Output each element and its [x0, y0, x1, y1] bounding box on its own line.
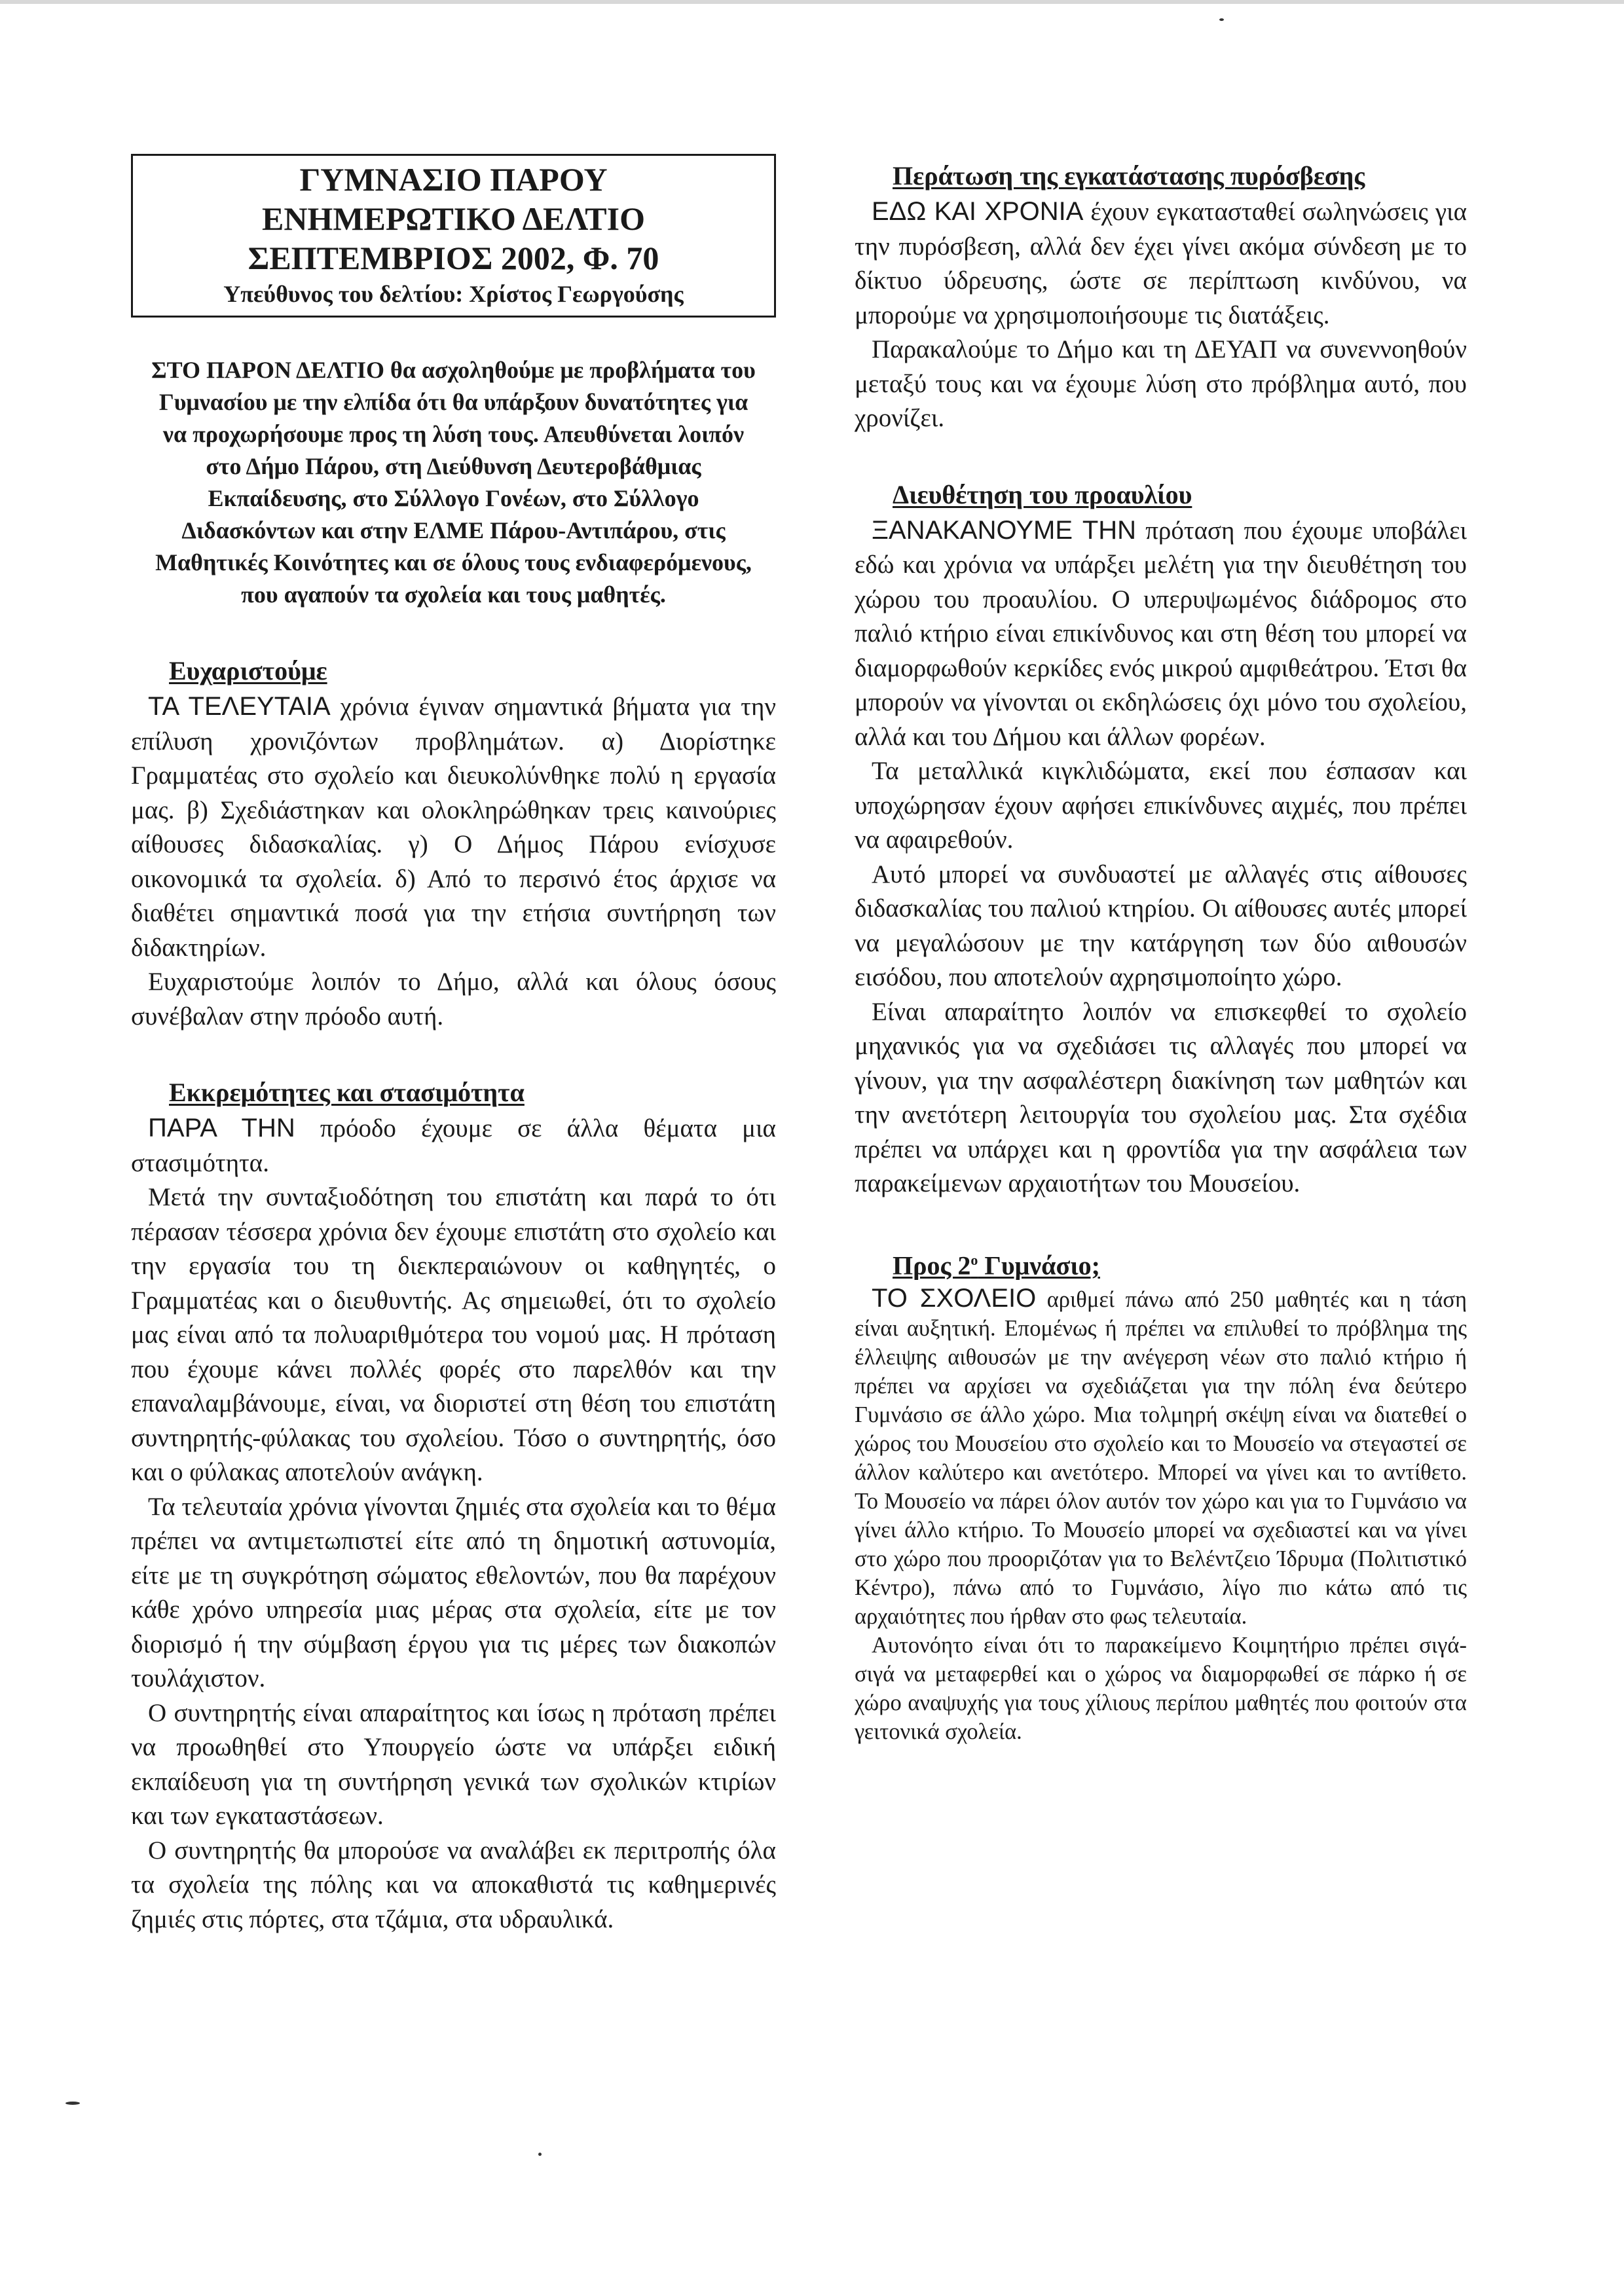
paragraph-text: έχουν εγκατασταθεί σωληνώσεις για την πυρόσβεση, αλλά δεν έχει γίνει ακόμα σύνδεση με το δίκτυο ύδρευσης, ώστε σε περίπτωση κινδύνου, να μπορούμε να χρησιμοποιήσουμε τις διατάξεις. [855, 198, 1467, 329]
section-thanks [131, 655, 776, 1034]
section-second-school [855, 1245, 1467, 1746]
paragraph: Ευχαριστούμε λοιπόν το Δήμο, αλλά και όλους όσους συνέβαλαν στην πρόοδο αυτή. [131, 968, 776, 1030]
paragraph [131, 1111, 776, 1180]
paragraph: Τα τελευταία χρόνια γίνονται ζημιές στα σχολεία και το θέμα πρέπει να αντιμετωπιστεί είτε από τη δημοτική αστυνομία, είτε με τη συγκρότηση σώματος εθελοντών, που θα παρέχουν κάθε χρόνο υπηρεσία μιας μέρας στα σχολεία, είτε με τον διορισμό ή την σύμβαση έργου για τις μέρες των διακοπών τουλάχιστον. [131, 1492, 776, 1692]
paragraph-text: πρόταση που έχουμε υποβάλει εδώ και χρόνια να υπάρξει μελέτη για την διευθέτηση του χώρου του προαυλίου. Ο υπερυψωμένος διάδρομος στο παλιό κτήριο είναι επικίνδυνος και στη θέση του μπορεί να διαμορφωθούν κερκίδες ενός μικρού αμφιθεάτρου. Έτσι θα μπορούν να γίνονται οι εκδηλώσεις όχι μόνο του σχολείου, αλλά και του Δήμου και άλλων φορέων. [855, 516, 1467, 751]
newsletter-title: ΕΝΗΜΕΡΩΤΙΚΟ ΔΕΛΤΙΟ [261, 200, 646, 237]
title-text: Προς 2 [893, 1250, 971, 1280]
paragraph-text: χρόνια έγιναν σημαντικά βήματα για την επίλυση χρονιζόντων προβλημάτων. α) Διορίστηκε Γραμματέας στο σχολείο και διευκολύνθηκε πολύ η εργασία μας. β) Σχεδιάστηκαν και ολοκληρώθηκαν τρεις καινούριες αίθουσες διδασκαλίας. γ) Ο Δήμος Πάρου ενίσχυσε οικονομικά τα σχολεία. δ) Από το περσινό έτος άρχισε να διαθέτει σημαντικά ποσά για την ετήσια συντήρηση των διδακτηρίων. [131, 693, 776, 962]
paragraph: Τα μεταλλικά κιγκλιδώματα, εκεί που έσπασαν και υποχώρησαν έχουν αφήσει επικίνδυνες αιχμές, που πρέπει να αφαιρεθούν. [855, 757, 1467, 854]
scan-speck [1219, 18, 1224, 21]
section-title: Εκκρεμότητες και στασιμότητα [169, 1078, 525, 1107]
section-title: Ευχαριστούμε [169, 656, 327, 685]
title-superscript: ο [970, 1251, 978, 1268]
scan-edge [0, 0, 1624, 4]
title-text: Γυμνάσιο; [978, 1250, 1100, 1280]
paragraph [855, 513, 1467, 755]
paragraph-text: πρόοδο έχουμε σε άλλα θέματα μια στασιμότητα. [131, 1114, 776, 1177]
section-fire [855, 160, 1467, 436]
lead-words: ΤΟ ΣΧΟΛΕΙΟ [872, 1283, 1037, 1313]
paragraph [855, 194, 1467, 333]
lead-words: ΠΑΡΑ ΤΗΝ [148, 1114, 295, 1142]
paragraph [131, 689, 776, 965]
paragraph: Ο συντηρητής είναι απαραίτητος και ίσως η πρόταση πρέπει να προωθηθεί στο Υπουργείο ώστε να υπάρξει ειδική εκπαίδευση για τη συντήρηση γενικά των σχολικών κτιρίων και των εγκαταστάσεων. [131, 1698, 776, 1830]
paragraph: Αυτονόητο είναι ότι το παρακείμενο Κοιμητήριο πρέπει σιγά-σιγά να μεταφερθεί και ο χώρος να διαμορφωθεί σε πάρκο ή σε χώρο αναψυχής για τους χίλιους περίπου μαθητές που φοιτούν στα γειτονικά σχολεία. [855, 1632, 1467, 1744]
issue-date: ΣΕΠΤΕΜΒΡΙΟΣ 2002, Φ. 70 [248, 240, 659, 276]
paragraph: Παρακαλούμε το Δήμο και τη ΔΕΥΑΠ να συνεννοηθούν μεταξύ τους και να έχουμε λύση στο πρόβλημα αυτό, που χρονίζει. [855, 335, 1467, 432]
scan-speck [538, 2153, 542, 2156]
left-column [131, 154, 776, 1980]
lead-words: ΕΔΩ ΚΑΙ ΧΡΟΝΙΑ [872, 197, 1084, 226]
intro-paragraph: ΣΤΟ ΠΑΡΟΝ ΔΕΛΤΙΟ θα ασχοληθούμε με προβλήματα του Γυμνασίου με την ελπίδα ότι θα υπάρξουν δυνατότητες για να προχωρήσουμε προς τη λύση τους. Απευθύνεται λοιπόν στο Δήμο Πάρου, στη Διεύθυνση Δευτεροβάθμιας Εκπαίδευσης, στο Σύλλογο Γονέων, στο Σύλλογο Διδασκόντων και στην ΕΛΜΕ Πάρου-Αντιπάρου, στις Μαθητικές Κοινότητες και σε όλους τους ενδιαφερόμενους, που αγαπούν τα σχολεία και τους μαθητές. [151, 357, 756, 608]
scan-speck [65, 2102, 80, 2105]
section-courtyard [855, 479, 1467, 1201]
paragraph [855, 1284, 1467, 1631]
section-title: Περάτωση της εγκατάστασης πυρόσβεσης [893, 161, 1365, 191]
paragraph-text: αριθμεί πάνω από 250 μαθητές και η τάση είναι αυξητική. Επομένως ή πρέπει να επιλυθεί το πρόβλημα της έλλειψης αιθουσών με την ανέγερση νέων στο παλιό κτήριο ή πρέπει να αρχίσει να σχεδιάζεται για την πόλη ένα δεύτερο Γυμνάσιο σε άλλο χώρο. Μια τολμηρή σκέψη είναι να διατεθεί ο χώρος του Μουσείου στο σχολείο και το Μουσείο να στεγαστεί σε άλλον καλύτερο και ανετότερο. Μπορεί να γίνει και το αντίθετο. Το Μουσείο να πάρει όλον αυτόν τον χώρο και για το Γυμνάσιο να γίνει άλλο κτήριο. Το Μουσείο μπορεί να σχεδιαστεί και να γίνει στο χώρο που προοριζόταν για το Βελέντζειο Ίδρυμα (Πολιτιστικό Κέντρο), πάνω από το Γυμνάσιο, λίγο πιο κάτω από τις αρχαιότητες που ήρθαν στο φως τελευταία. [855, 1286, 1467, 1629]
paragraph: Αυτό μπορεί να συνδυαστεί με αλλαγές στις αίθουσες διδασκαλίας του παλιού κτηρίου. Οι αίθουσες αυτές μπορεί να μεγαλώσουν με την κατάργηση των δύο αιθουσών εισόδου, που αποτελούν αχρησιμοποίητο χώρο. [855, 860, 1467, 991]
newsletter-header [131, 154, 776, 318]
section-title: Διευθέτηση του προαυλίου [893, 479, 1192, 509]
paragraph: Είναι απαραίτητο λοιπόν να επισκεφθεί το σχολείο μηχανικός για να σχεδιάσει τις αλλαγές που μπορεί να γίνουν, για την ασφαλέστερη διακίνηση των μαθητών και την ανετότερη λειτουργία του σχολείου μας. Στα σχέδια πρέπει να υπάρχει και η φροντίδα για την ασφάλεια των παρακείμενων αρχαιοτήτων του Μουσείου. [855, 997, 1467, 1197]
lead-words: ΞΑΝΑΚΑΝΟΥΜΕ ΤΗΝ [872, 515, 1137, 545]
lead-words: ΤΑ ΤΕΛΕΥΤΑΙΑ [148, 692, 331, 721]
section-pending [131, 1077, 776, 1937]
right-column [855, 160, 1467, 1789]
paragraph: Ο συντηρητής θα μπορούσε να αναλάβει εκ περιτροπής όλα τα σχολεία της πόλης και να αποκαθιστά τις καθημερινές ζημιές στις πόρτες, στα τζάμια, στα υδραυλικά. [131, 1836, 776, 1933]
school-name: ΓΥΜΝΑΣΙΟ ΠΑΡΟΥ [299, 161, 608, 198]
section-title [893, 1245, 1467, 1281]
editor-credit: Υπεύθυνος του δελτίου: Χρίστος Γεωργούσης [223, 281, 684, 307]
paragraph: Μετά την συνταξιοδότηση του επιστάτη και παρά το ότι πέρασαν τέσσερα χρόνια δεν έχουμε επιστάτη στο σχολείο και την εργασία του τη διεκπεραιώνουν οι καθηγητές, ο Γραμματέας και ο διευθυντής. Ας σημειωθεί, ότι το σχολείο μας είναι από τα πολυαριθμότερα του νομού μας. Η πρόταση που έχουμε κάνει πολλές φορές στο παρελθόν και την επαναλαμβάνουμε, είναι, να διοριστεί στη θέση του επιστάτη συντηρητής-φύλακας του σχολείου. Τόσο ο συντηρητής, όσο και ο φύλακας αποτελούν ανάγκη. [131, 1183, 776, 1486]
